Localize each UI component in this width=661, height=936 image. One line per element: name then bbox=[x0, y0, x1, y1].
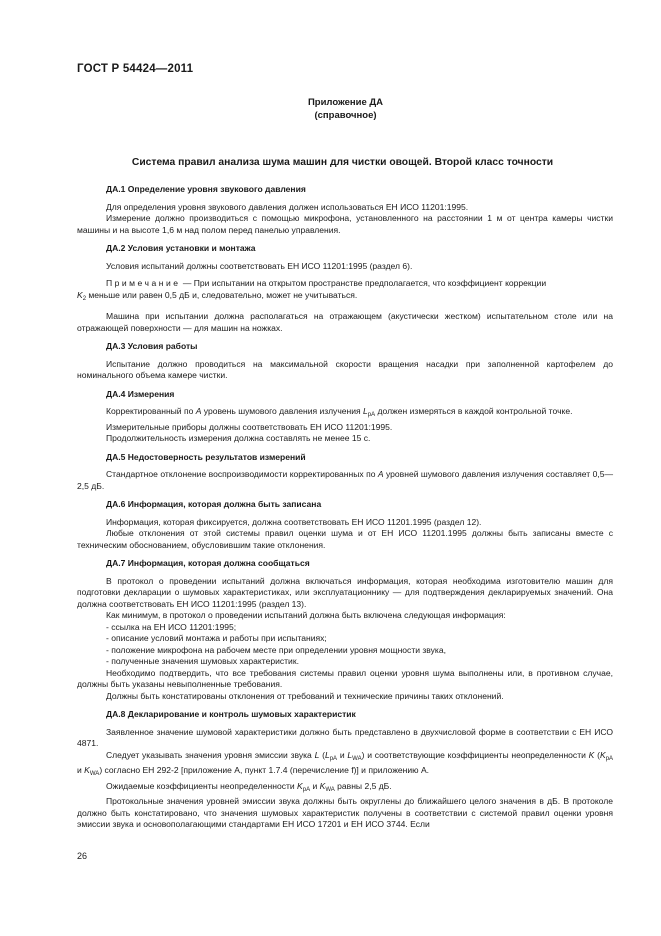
paragraph: Должны быть констатированы отклонения от требований и технические причины таких отклонений. bbox=[106, 690, 504, 701]
document-code: ГОСТ Р 54424—2011 bbox=[77, 63, 194, 75]
section-heading: ДА.2 Условия установки и монтажа bbox=[106, 243, 256, 253]
paragraph: Необходимо подтвердить, что все требования системы правил оценки уровня шума выполнены или, в противном случае, должны быть указаны невыполненные требования. bbox=[77, 667, 613, 689]
paragraph: Испытание должно проводиться на максимальной скорости вращения насадки при заполненной картофелем до номинального объема камере чистки. bbox=[77, 358, 613, 380]
paragraph: Как минимум, в протокол о проведении испытаний должна быть включена следующая информация: bbox=[106, 610, 506, 620]
section-heading: ДА.6 Информация, которая должна быть записана bbox=[106, 499, 322, 509]
note-label: Примечание bbox=[106, 278, 181, 288]
note-paragraph: Примечание — При испытании на открытом пространстве предполагается, что коэффициент коррекции $K_2$ меньше или равен 0,5 дБ и, следовательно, может не учитываться. bbox=[77, 278, 547, 302]
paragraph: Заявленное значение шумовой характеристики должно быть представлено в двухчисловой форме в соответствии с ЕН ИСО 4871. bbox=[77, 726, 613, 748]
section-heading: ДА.3 Условия работы bbox=[106, 341, 198, 351]
paragraph: Следует указывать значения уровня эмиссии звука L ($L_{pA}$ и $L_{WA}$) и соответствующие коэффициенты неопределенности K ($K_{pA}$ и $K_{WA}$) согласно ЕН 292-2 [приложение А, пункт 1.7.4 (перечисление f)] и приложению А. bbox=[77, 749, 614, 777]
list-item: - полученные значения шумовых характеристик. bbox=[106, 656, 299, 666]
section-heading: ДА.4 Измерения bbox=[106, 388, 175, 399]
page-number: 26 bbox=[77, 851, 88, 861]
section-heading: ДА.5 Недостоверность результатов измерений bbox=[106, 451, 306, 462]
paragraph: Корректированный по A уровень шумового давления излучения $L_{pA}$ должен измеряться в каждой контрольной точке. bbox=[106, 406, 573, 418]
section-heading: ДА.1 Определение уровня звукового давления bbox=[106, 184, 306, 194]
list-item: - положение микрофона на рабочем месте при определении уровня мощности звука, bbox=[106, 644, 446, 655]
paragraph: Для определения уровня звукового давления должен использоваться ЕН ИСО 11201:1995. bbox=[106, 201, 469, 212]
main-title: Система правил анализа шума машин для чистки овощей. Второй класс точности bbox=[131, 157, 554, 168]
list-item: - описание условий монтажа и работы при испытаниях; bbox=[106, 633, 327, 643]
paragraph: Условия испытаний должны соответствовать ЕН ИСО 11201:1995 (раздел 6). bbox=[106, 260, 413, 271]
appendix-title: Приложение ДА bbox=[307, 97, 384, 108]
appendix-subtitle: (справочное) bbox=[314, 110, 377, 121]
paragraph: Протокольные значения уровней эмиссии звука должны быть округлены до ближайшего целого значения в дБ. В протоколе должно быть констатировано, что значения шумовых характеристик получены в соответствии с системой правил оценки уровня эмиссии звука и основополагающими стандартами ЕН ИСО 17201 и ЕН ИСО 3744. Если bbox=[77, 796, 613, 829]
section-heading: ДА.7 Информация, которая должна сообщаться bbox=[106, 558, 310, 568]
paragraph: Измерение должно производиться с помощью микрофона, установленного на расстоянии 1 м от центра камеры чистки машины и на высоте 1,6 м над полом перед панелью управления. bbox=[77, 213, 613, 235]
paragraph: В протокол о проведении испытаний должна включаться информация, которая необходима изготовителю машин для подготовки декларации о шумовых характеристиках, или эксплуатационнику — для подтверждения декларируемых значений. Она должна соответствовать ЕН ИСО 11201:1995 (раздел 13). bbox=[77, 575, 613, 609]
section-heading: ДА.8 Декларирование и контроль шумовых характеристик bbox=[106, 709, 356, 719]
paragraph: Ожидаемые коэффициенты неопределенности $K_{pA}$ и $K_{WA}$ равны 2,5 дБ. bbox=[106, 780, 392, 793]
paragraph: Стандартное отклонение воспроизводимости корректированных по A уровней шумового давления излучения составляет 0,5—2,5 дБ. bbox=[77, 469, 613, 491]
paragraph: Измерительные приборы должны соответствовать ЕН ИСО 11201:1995. bbox=[106, 421, 393, 432]
paragraph: Любые отклонения от этой системы правил оценки шума и от ЕН ИСО 11201.1995 должны быть записаны вместе с техническим обоснованием, обусловившим такие отклонения. bbox=[77, 528, 613, 550]
paragraph: Машина при испытании должна располагаться на отражающем (акустически жестком) испытательном столе или на отражающей поверхности — для машин на ножках. bbox=[77, 311, 613, 333]
paragraph: Информация, которая фиксируется, должна соответствовать ЕН ИСО 11201.1995 (раздел 12). bbox=[106, 516, 482, 527]
paragraph: Продолжительность измерения должна составлять не менее 15 с. bbox=[106, 433, 371, 443]
document-body bbox=[77, 184, 613, 831]
list-item: - ссылка на ЕН ИСО 11201:1995; bbox=[106, 621, 237, 632]
